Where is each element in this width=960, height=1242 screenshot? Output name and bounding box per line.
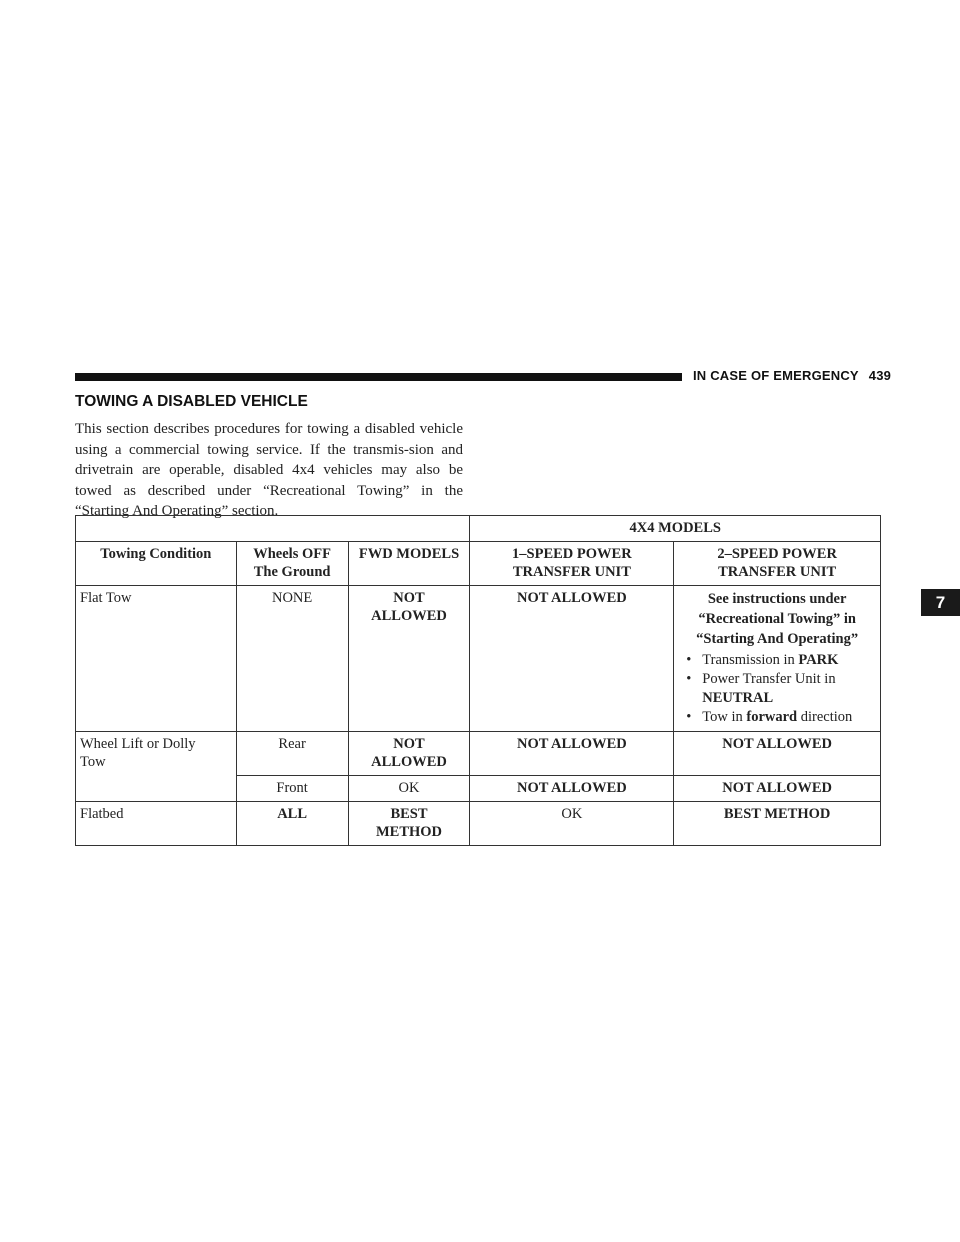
cell-2speed: BEST METHOD [674, 802, 881, 846]
group-header-blank [76, 516, 470, 542]
page-number: 439 [868, 368, 892, 383]
cell-condition: Flatbed [76, 802, 237, 846]
cell-1speed: NOT ALLOWED [470, 776, 674, 802]
list-item: • Transmission in PARK [686, 652, 839, 668]
cell-wheels: ALL [236, 802, 348, 846]
cell-1speed: NOT ALLOWED [470, 732, 674, 776]
col-header-1speed: 1–SPEED POWER TRANSFER UNIT [470, 542, 674, 586]
header-section-title: IN CASE OF EMERGENCY [693, 368, 859, 383]
table-row [76, 586, 881, 732]
cell-wheels: NONE [236, 586, 348, 732]
header-rule [75, 373, 682, 381]
group-header-row [76, 516, 881, 542]
cell-fwd: OK [348, 776, 470, 802]
bullet-icon: • [686, 709, 692, 725]
towing-table [75, 515, 881, 846]
col-header-2speed: 2–SPEED POWER TRANSFER UNIT [674, 542, 881, 586]
list-item: • Tow in forward direction [686, 709, 853, 725]
cell-1speed: NOT ALLOWED [470, 586, 674, 732]
step-list [678, 651, 876, 727]
col-header-wheels: Wheels OFF The Ground [236, 542, 348, 586]
bullet-icon: • [686, 652, 692, 668]
col-header-fwd: FWD MODELS [348, 542, 470, 586]
list-item: • Power Transfer Unit in NEUTRAL [686, 671, 836, 706]
cell-condition: Flat Tow [76, 586, 237, 732]
bullet-icon: • [686, 671, 692, 687]
cell-2speed [674, 586, 881, 732]
cell-2speed: NOT ALLOWED [674, 732, 881, 776]
group-header-4x4: 4X4 MODELS [470, 516, 881, 542]
cell-fwd: NOT ALLOWED [348, 732, 470, 776]
table-row [76, 802, 881, 846]
running-header [693, 368, 891, 383]
cell-1speed: OK [470, 802, 674, 846]
column-header-row [76, 542, 881, 586]
cell-wheels: Rear [236, 732, 348, 776]
chapter-tab[interactable]: 7 [921, 589, 960, 616]
table-row [76, 732, 881, 776]
cell-condition: Wheel Lift or Dolly Tow [76, 732, 237, 802]
section-title: TOWING A DISABLED VEHICLE [75, 393, 308, 410]
cell-wheels: Front [236, 776, 348, 802]
cell-2speed-note: See instructions under “Recreational Towing” in “Starting And Operating” [696, 591, 859, 647]
col-header-condition: Towing Condition [76, 542, 237, 586]
cell-fwd: NOT ALLOWED [348, 586, 470, 732]
cell-2speed: NOT ALLOWED [674, 776, 881, 802]
intro-paragraph: This section describes procedures for towing a disabled vehicle using a commercial towing service. If the transmis-sion and drivetrain are operable, disabled 4x4 vehicles may also be towed as described under “Recreational Towing” in the “Starting And Operating” section. [75, 421, 463, 519]
cell-fwd: BEST METHOD [348, 802, 470, 846]
